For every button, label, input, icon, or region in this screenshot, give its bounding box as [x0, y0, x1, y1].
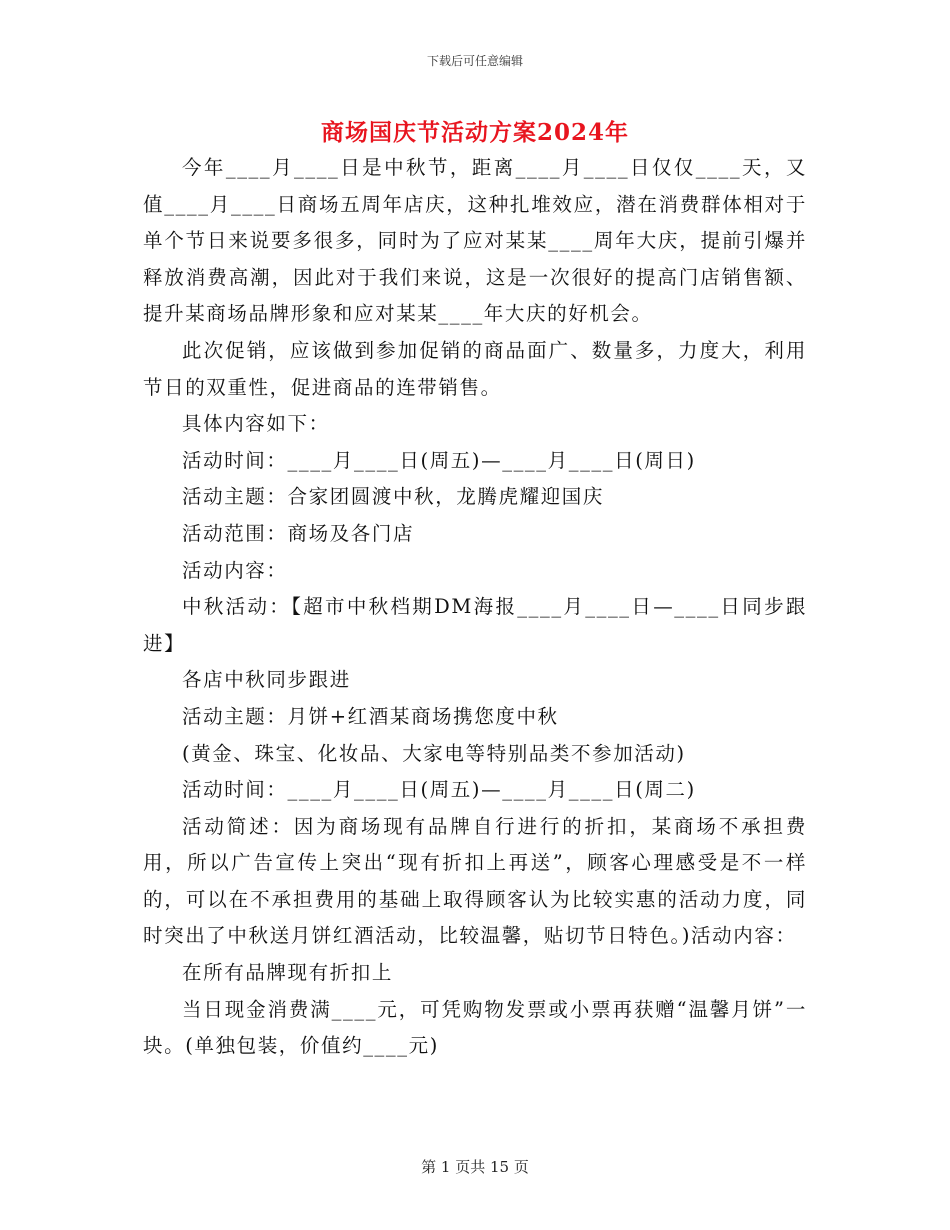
paragraph-gift: 当日现金消费满____元，可凭购物发票或小票再获赠“温馨月饼”一块。(单独包装，价值约____元) — [143, 997, 807, 1058]
document-body — [143, 150, 807, 1065]
page-header: 下载后可任意编辑 — [426, 54, 523, 68]
paragraph-midautumn-activity: 中秋活动：【超市中秋档期DM海报____月____日—____日同步跟进】 — [143, 595, 807, 655]
paragraph-summary: 活动简述：因为商场现有品牌自行进行的折扣，某商场不承担费用，所以广告宣传上突出“现有折扣上再送”，顾客心理感受是不一样的，可以在不承担费用的基础上取得顾客认为比较实惠的活动力度，同时突出了中秋送月饼红酒活动，比较温馨，贴切节日特色。)活动内容： — [143, 814, 807, 948]
paragraph-store-theme: 活动主题：月饼+红酒某商场携您度中秋 — [182, 704, 559, 728]
paragraph-activity-time: 活动时间：____月____日(周五)—____月____日(周日) — [182, 448, 696, 472]
paragraph-exclusions: (黄金、珠宝、化妆品、大家电等特别品类不参加活动) — [182, 741, 686, 765]
paragraph-promotion: 此次促销，应该做到参加促销的商品面广、数量多，力度大，利用节日的双重性，促进商品的连带销售。 — [143, 338, 807, 399]
paragraph-details-heading: 具体内容如下： — [182, 412, 330, 436]
paragraph-store-time: 活动时间：____月____日(周五)—____月____日(周二) — [182, 778, 696, 802]
paragraph-discount: 在所有品牌现有折扣上 — [182, 961, 394, 985]
paragraph-stores-followup: 各店中秋同步跟进 — [182, 668, 351, 692]
page-footer: 第 1 页共 15 页 — [421, 1158, 529, 1176]
paragraph-activity-scope: 活动范围：商场及各门店 — [182, 521, 415, 545]
paragraph-intro: 今年____月____日是中秋节，距离____月____日仅仅____天，又值____月____日商场五周年店庆，这种扎堆效应，潜在消费群体相对于单个节日来说要多很多，同时为了应对某某____周年大庆，提前引爆并释放消费高潮，因此对于我们来说，这是一次很好的提高门店销售额、提升某商场品牌形象和应对某某____年大庆的好机会。 — [143, 156, 807, 326]
document-title: 商场国庆节活动方案2024年 — [320, 119, 629, 146]
paragraph-activity-content: 活动内容： — [182, 558, 288, 582]
paragraph-activity-theme: 活动主题：合家团圆渡中秋，龙腾虎耀迎国庆 — [182, 485, 605, 509]
